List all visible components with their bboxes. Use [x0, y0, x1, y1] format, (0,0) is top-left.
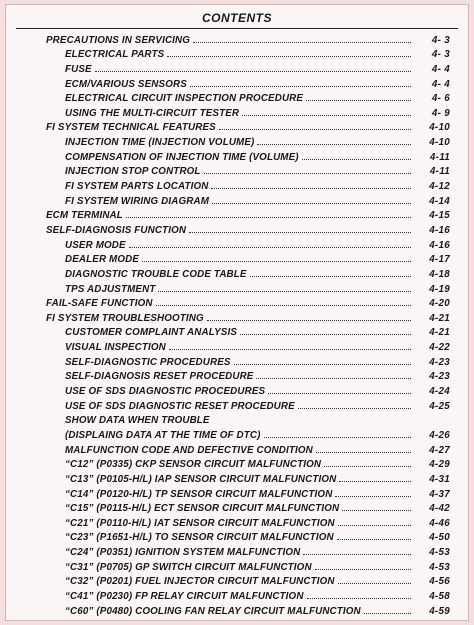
- toc-entry[interactable]: [6, 60, 468, 75]
- toc-entry[interactable]: [6, 397, 468, 412]
- toc-entry-title: ELECTRICAL PARTS: [65, 49, 165, 61]
- toc-entry-page-number: 4-58: [429, 590, 450, 602]
- toc-entry-page-number: 4-16: [429, 239, 450, 251]
- dot-leader: [240, 334, 411, 335]
- toc-entry-page-number: 4- 4: [431, 63, 450, 75]
- dot-leader: [315, 569, 411, 570]
- toc-entry-page-number: 4- 9: [431, 107, 450, 119]
- toc-entry-title: ECM/VARIOUS SENSORS: [65, 78, 187, 90]
- toc-entry[interactable]: [6, 573, 468, 588]
- toc-entry-title: DEALER MODE: [65, 254, 140, 266]
- toc-entry-title: USE OF SDS DIAGNOSTIC RESET PROCEDURE: [65, 400, 295, 412]
- toc-entry-title: “C24” (P0351) IGNITION SYSTEM MALFUNCTION: [65, 547, 301, 559]
- toc-entry-page-number: 4-12: [429, 181, 450, 193]
- toc-entry-title: TPS ADJUSTMENT: [65, 283, 156, 295]
- toc-entry-page-number: 4- 3: [431, 34, 450, 46]
- toc-entry-page-number: 4-37: [429, 488, 450, 500]
- toc-entry[interactable]: [6, 251, 468, 266]
- toc-entry-title: “C21” (P0110-H/L) IAT SENSOR CIRCUIT MALFUNCTION: [65, 517, 335, 529]
- toc-entry-page-number: 4-46: [429, 517, 450, 529]
- toc-entry-page-number: 4-29: [429, 459, 450, 471]
- toc-entry[interactable]: [6, 529, 468, 544]
- dot-leader: [268, 393, 411, 394]
- toc-entry[interactable]: [6, 338, 468, 353]
- toc-entry-page-number: 4-59: [429, 605, 450, 617]
- toc-entry-page-number: 4-50: [429, 532, 450, 544]
- toc-entry[interactable]: [6, 587, 468, 602]
- heading-rule: [16, 28, 458, 29]
- dot-leader: [264, 437, 411, 438]
- toc-entry[interactable]: [6, 119, 468, 134]
- toc-entry[interactable]: [6, 221, 468, 236]
- toc-entry[interactable]: [6, 485, 468, 500]
- dot-leader: [302, 159, 411, 160]
- toc-entry-page-number: 4-26: [429, 429, 450, 441]
- dot-leader: [189, 232, 411, 233]
- toc-entry-title: “C15” (P0115-H/L) ECT SENSOR CIRCUIT MALFUNCTION: [65, 503, 340, 515]
- dot-leader: [190, 86, 411, 87]
- toc-entry-title: CUSTOMER COMPLAINT ANALYSIS: [65, 327, 238, 339]
- toc-entry-title: “C14” (P0120-H/L) TP SENSOR CIRCUIT MALFUNCTION: [65, 488, 333, 500]
- toc-entry-page-number: 4-20: [429, 298, 450, 310]
- toc-entry-page-number: 4-11: [429, 166, 450, 178]
- toc-entry[interactable]: [6, 353, 468, 368]
- toc-entry[interactable]: [6, 104, 468, 119]
- toc-entry-title: INJECTION TIME (INJECTION VOLUME): [65, 137, 255, 149]
- dot-leader: [307, 598, 411, 599]
- toc-entry[interactable]: [6, 500, 468, 515]
- toc-entry[interactable]: [6, 470, 468, 485]
- dot-leader: [324, 466, 411, 467]
- toc-entry-page-number: 4- 4: [431, 78, 450, 90]
- toc-entry-page-number: 4-16: [429, 224, 450, 236]
- toc-entry-title: SELF-DIAGNOSIS FUNCTION: [46, 224, 187, 236]
- toc-entry-page-number: 4-10: [429, 137, 450, 149]
- toc-entry-page-number: 4-42: [429, 503, 450, 515]
- dot-leader: [158, 291, 411, 292]
- toc-entry-title: ELECTRICAL CIRCUIT INSPECTION PROCEDURE: [65, 93, 304, 105]
- toc-entry[interactable]: [6, 602, 468, 617]
- toc-entry[interactable]: [6, 280, 468, 295]
- toc-entry-title: USING THE MULTI-CIRCUIT TESTER: [65, 107, 240, 119]
- toc-entry[interactable]: [6, 441, 468, 456]
- toc-entry-page-number: 4-17: [429, 254, 450, 266]
- toc-entry-page-number: 4-23: [429, 371, 450, 383]
- toc-entry[interactable]: [6, 192, 468, 207]
- document-page: [5, 4, 469, 621]
- toc-entry-title: PRECAUTIONS IN SERVICING: [46, 34, 191, 46]
- toc-entry-title: FUSE: [65, 63, 92, 75]
- dot-leader: [303, 554, 411, 555]
- toc-entry-title: COMPENSATION OF INJECTION TIME (VOLUME): [65, 151, 299, 163]
- dot-leader: [337, 539, 411, 540]
- toc-entry[interactable]: [6, 207, 468, 222]
- toc-entry-title: “C31” (P0705) GP SWITCH CIRCUIT MALFUNCTION: [65, 561, 312, 573]
- toc-entry[interactable]: [6, 412, 468, 427]
- toc-entry[interactable]: [6, 236, 468, 251]
- toc-entry-page-number: 4-24: [429, 386, 450, 398]
- toc-entry-page-number: 4-56: [429, 576, 450, 588]
- toc-entry[interactable]: [6, 309, 468, 324]
- toc-entry[interactable]: [6, 456, 468, 471]
- dot-leader: [242, 115, 411, 116]
- toc-entry-page-number: 4-19: [429, 283, 450, 295]
- dot-leader: [156, 305, 411, 306]
- dot-leader: [129, 247, 411, 248]
- toc-entry-title: SHOW DATA WHEN TROUBLE: [65, 415, 210, 427]
- toc-entry-page-number: 4-14: [429, 195, 450, 207]
- dot-leader: [142, 261, 411, 262]
- toc-entry-title: (DISPLAING DATA AT THE TIME OF DTC): [65, 429, 261, 441]
- toc-entry-title: USE OF SDS DIAGNOSTIC PROCEDURES: [65, 386, 266, 398]
- dot-leader: [207, 320, 411, 321]
- dot-leader: [95, 71, 411, 72]
- toc-entry[interactable]: [6, 324, 468, 339]
- dot-leader: [306, 100, 411, 101]
- toc-entry[interactable]: [6, 46, 468, 61]
- dot-leader: [204, 173, 411, 174]
- toc-entry[interactable]: [6, 31, 468, 46]
- dot-leader: [234, 364, 411, 365]
- dot-leader: [219, 129, 411, 130]
- dot-leader: [126, 217, 411, 218]
- toc-entry-title: “C41” (P0230) FP RELAY CIRCUIT MALFUNCTION: [65, 590, 304, 602]
- toc-entry-page-number: 4-21: [429, 312, 450, 324]
- toc-entry-title: MALFUNCTION CODE AND DEFECTIVE CONDITION: [65, 444, 313, 456]
- dot-leader: [167, 56, 411, 57]
- toc-entry-title: VISUAL INSPECTION: [65, 342, 166, 354]
- toc-entry-page-number: 4-27: [429, 444, 450, 456]
- toc-entry[interactable]: [6, 295, 468, 310]
- toc-entry-page-number: 4- 6: [431, 93, 450, 105]
- dot-leader: [364, 613, 411, 614]
- dot-leader: [212, 203, 411, 204]
- dot-leader: [316, 452, 411, 453]
- dot-leader: [193, 42, 411, 43]
- toc-entry-page-number: 4-23: [429, 356, 450, 368]
- toc-entry-title: SELF-DIAGNOSTIC PROCEDURES: [65, 356, 231, 368]
- dot-leader: [250, 276, 411, 277]
- toc-entry[interactable]: [6, 368, 468, 383]
- toc-entry-title: “C13” (P0105-H/L) IAP SENSOR CIRCUIT MALFUNCTION: [65, 473, 337, 485]
- dot-leader: [256, 378, 411, 379]
- toc-entry-page-number: 4-10: [429, 122, 450, 134]
- toc-entry-page-number: 4-31: [429, 473, 450, 485]
- toc-entry[interactable]: [6, 133, 468, 148]
- dot-leader: [338, 525, 411, 526]
- toc-entry-page-number: 4-25: [429, 400, 450, 412]
- toc-entry-page-number: 4-53: [429, 547, 450, 559]
- toc-entry-page-number: 4-22: [429, 342, 450, 354]
- toc-entry-title: FI SYSTEM PARTS LOCATION: [65, 181, 209, 193]
- dot-leader: [211, 188, 411, 189]
- dot-leader: [335, 496, 411, 497]
- toc-entry-title: “C23” (P1651-H/L) TO SENSOR CIRCUIT MALFUNCTION: [65, 532, 334, 544]
- toc-entry-page-number: 4-18: [429, 268, 450, 280]
- toc-entry-title: FI SYSTEM TROUBLESHOOTING: [46, 312, 204, 324]
- dot-leader: [169, 349, 411, 350]
- dot-leader: [342, 510, 411, 511]
- toc-entry-title: FAIL-SAFE FUNCTION: [46, 298, 153, 310]
- toc-entry-page-number: 4-15: [429, 210, 450, 222]
- toc-entry-page-number: 4-21: [429, 327, 450, 339]
- toc-entry-page-number: 4-53: [429, 561, 450, 573]
- toc-entry[interactable]: [6, 265, 468, 280]
- toc-entry[interactable]: [6, 90, 468, 105]
- toc-entry-title: FI SYSTEM WIRING DIAGRAM: [65, 195, 210, 207]
- dot-leader: [339, 481, 411, 482]
- toc-entry[interactable]: [6, 382, 468, 397]
- toc-entry-title: SELF-DIAGNOSIS RESET PROCEDURE: [65, 371, 254, 383]
- dot-leader: [338, 583, 411, 584]
- toc-entry-title: “C60” (P0480) COOLING FAN RELAY CIRCUIT MALFUNCTION: [65, 605, 361, 617]
- toc-entry-title: “C12” (P0335) CKP SENSOR CIRCUIT MALFUNCTION: [65, 459, 322, 471]
- toc-entry[interactable]: [6, 543, 468, 558]
- contents-heading: CONTENTS: [202, 11, 272, 25]
- toc-entry-title: ECM TERMINAL: [46, 210, 123, 222]
- toc-entry[interactable]: [6, 558, 468, 573]
- toc-entry-title: FI SYSTEM TECHNICAL FEATURES: [46, 122, 216, 134]
- table-of-contents: [6, 31, 468, 617]
- toc-entry[interactable]: [6, 148, 468, 163]
- dot-leader: [257, 144, 411, 145]
- toc-entry[interactable]: [6, 163, 468, 178]
- toc-entry[interactable]: [6, 177, 468, 192]
- toc-entry-page-number: 4-11: [429, 151, 450, 163]
- toc-entry[interactable]: [6, 514, 468, 529]
- toc-entry-page-number: 4- 3: [431, 49, 450, 61]
- toc-entry-title: “C32” (P0201) FUEL INJECTOR CIRCUIT MALFUNCTION: [65, 576, 335, 588]
- toc-entry-title: INJECTION STOP CONTROL: [65, 166, 201, 178]
- dot-leader: [298, 408, 411, 409]
- toc-entry-title: DIAGNOSTIC TROUBLE CODE TABLE: [65, 268, 247, 280]
- toc-entry[interactable]: [6, 426, 468, 441]
- toc-entry[interactable]: [6, 75, 468, 90]
- toc-entry-title: USER MODE: [65, 239, 126, 251]
